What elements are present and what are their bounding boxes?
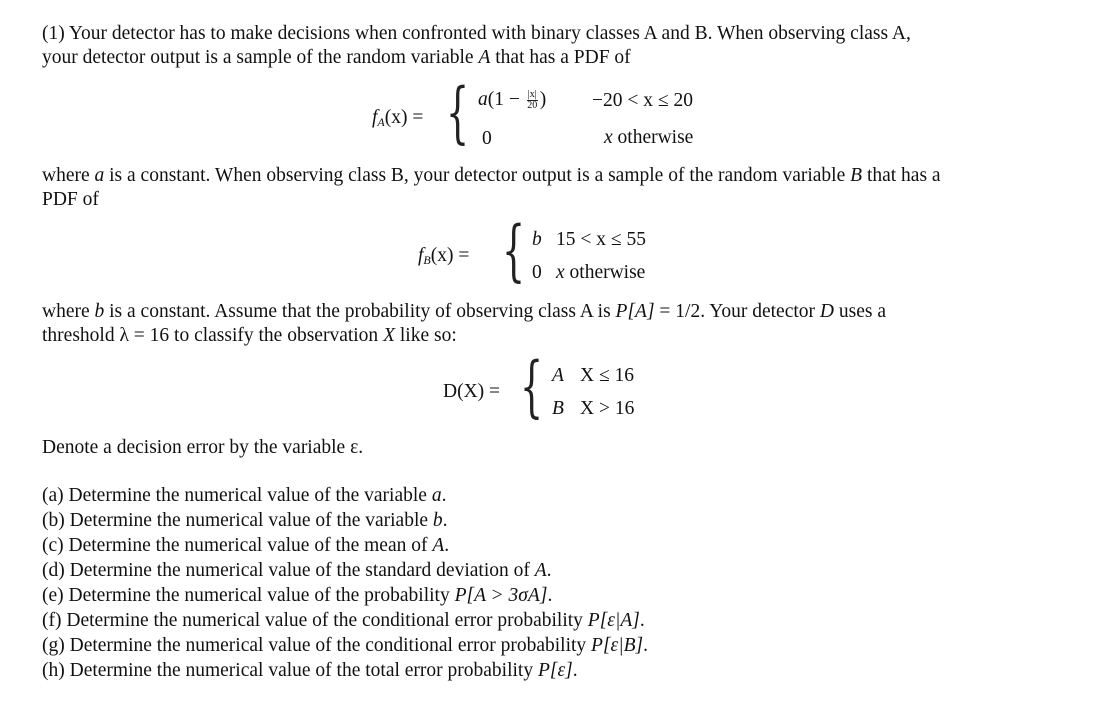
question-c: (c) Determine the numerical value of the mean of A. — [42, 535, 450, 556]
question-g: (g) Determine the numerical value of the conditional error probability P[ε|B]. — [42, 635, 648, 656]
pdf-b-case-2-value: 0 — [532, 262, 542, 283]
decision-case-2-label: B — [552, 398, 564, 419]
paragraph-3-line-2: threshold λ = 16 to classify the observation X like so: — [42, 325, 457, 346]
paragraph-2 — [42, 164, 1062, 212]
decision-lhs: D(X) = — [443, 381, 501, 402]
pdf-a-lhs: fA(x) = — [372, 107, 424, 129]
question-a: (a) Determine the numerical value of the variable a. — [42, 485, 447, 506]
question-b: (b) Determine the numerical value of the variable b. — [42, 510, 448, 531]
question-h: (h) Determine the numerical value of the total error probability P[ε]. — [42, 660, 578, 681]
question-e: (e) Determine the numerical value of the probability P[A > 3σA]. — [42, 585, 553, 606]
pdf-a-case-1-condition: −20 < x ≤ 20 — [592, 90, 693, 111]
pdf-a-case-2-condition: x otherwise — [604, 127, 694, 148]
intro-line-2: your detector output is a sample of the random variable A that has a PDF of — [42, 47, 631, 68]
paragraph-3-line-1: where b is a constant. Assume that the probability of observing class A is P[A] = 1/2. Your detector D uses a — [42, 301, 887, 322]
decision-case-1-label: A — [552, 365, 564, 386]
error-note: Denote a decision error by the variable ε. — [42, 437, 364, 458]
pdf-a-fraction: $\frac{|x|}{20}$ — [527, 89, 538, 112]
paragraph-2-line-2: PDF of — [42, 189, 99, 210]
variable-a: A — [478, 47, 491, 68]
decision-brace: { — [520, 348, 544, 425]
question-f: (f) Determine the numerical value of the conditional error probability P[ε|A]. — [42, 610, 645, 631]
question-d: (d) Determine the numerical value of the standard deviation of A. — [42, 560, 552, 581]
intro-paragraph — [42, 22, 1062, 70]
pdf-b-case-2-condition: x otherwise — [556, 262, 646, 283]
pdf-b-lhs: fB(x) = — [418, 245, 470, 267]
pdf-b-case-1-condition: 15 < x ≤ 55 — [556, 229, 646, 250]
intro-line-1: (1) Your detector has to make decisions when confronted with binary classes A and B. When observing class A, — [42, 23, 911, 44]
pdf-a-case-1: a(1 − $\frac{|x|}{20}$ ) — [478, 89, 547, 112]
pdf-b-brace: { — [502, 212, 526, 289]
decision-case-2-condition: X > 16 — [580, 398, 635, 419]
pdf-a-case-2-value: 0 — [482, 128, 492, 149]
paragraph-3 — [42, 300, 1062, 348]
decision-case-1-condition: X ≤ 16 — [580, 365, 635, 386]
paragraph-2-line-1: where a is a constant. When observing class B, your detector output is a sample of the random variable B that has a — [42, 165, 941, 186]
pdf-a-brace: { — [446, 74, 470, 151]
pdf-b-case-1-value: b — [532, 229, 542, 250]
